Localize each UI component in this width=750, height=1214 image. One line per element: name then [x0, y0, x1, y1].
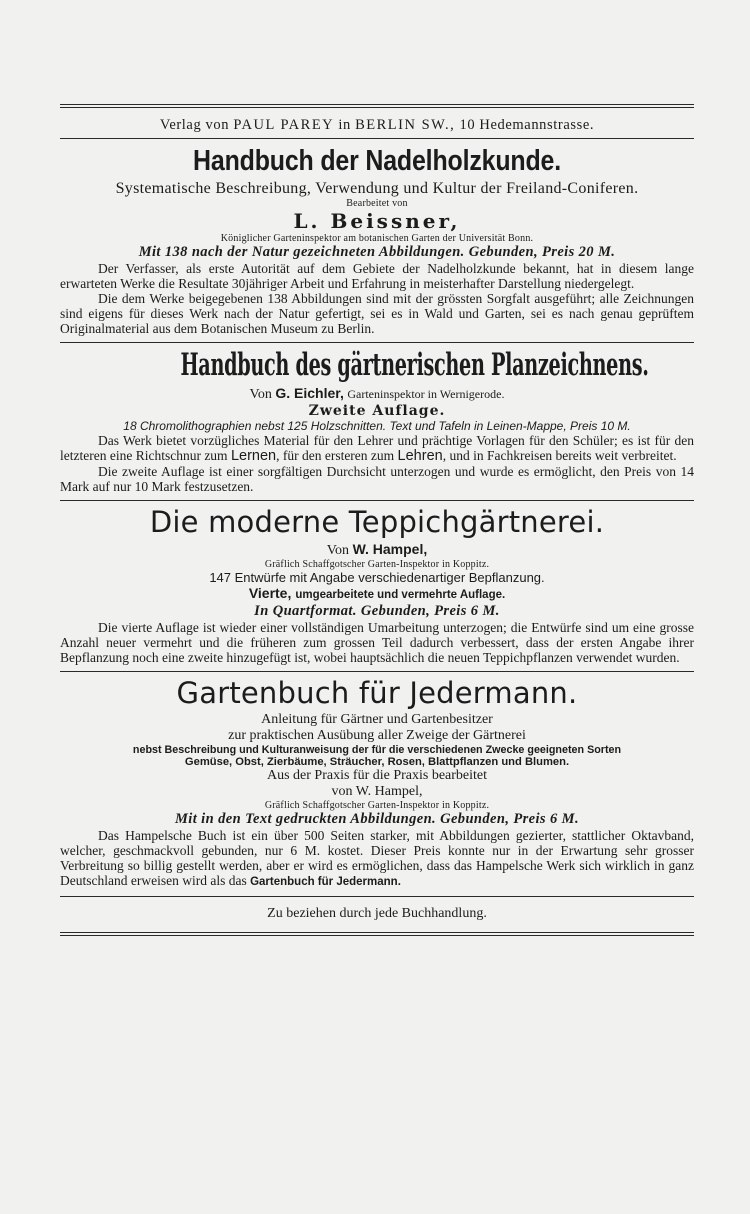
- book-1: [60, 145, 694, 342]
- book-3-detail: 147 Entwürfe mit Angabe verschiedenartiger Bepflanzung.: [209, 570, 545, 585]
- book-4-paragraph-1: Das Hampelsche Buch ist ein über 500 Seiten starker, mit Abbildungen gezierter, stattlicher Oktavband, welcher, geschmackvoll gebunden, nur 6 M. kostet. Dieser Preis konnte nur in der Erwartung sehr grosser Verbreitung so billig gestellt werden, aber er wird es ermöglichen, dass das Hampelsche Werk sich wirklich in ganz Deutschland erweisen wird als das Gartenbuch für Jedermann.: [60, 828, 694, 888]
- book-4-subtitle-2: zur praktischen Ausübung aller Zweige der Gärtnerei: [228, 728, 526, 743]
- rule-after-book-1: [60, 342, 694, 343]
- book-3-paragraph-1: Die vierte Auflage ist wieder einer vollständigen Umarbeitung unterzogen; die Entwürfe sind um eine grosse Anzahl neuer vermehrt und die früheren zum grossen Teil dadurch verbessert, dass der ersten Angabe ihrer Bepflanzung noch eine zweite hinzugefügt ist, wobei hauptsächlich die neuen Teppichpflanzen verwendet wurden.: [60, 620, 694, 665]
- book-4-price-line: Mit in den Text gedruckten Abbildungen. Gebunden, Preis 6 M.: [175, 811, 579, 827]
- book-4: [60, 676, 694, 896]
- book-3-title: Die moderne Teppichgärtnerei.: [149, 505, 605, 539]
- bottom-rule: [60, 932, 694, 933]
- top-rule: [60, 104, 694, 105]
- book-1-price-line: Mit 138 nach der Natur gezeichneten Abbildungen. Gebunden, Preis 20 M.: [138, 244, 616, 260]
- publisher-line: Verlag von PAUL PAREY in BERLIN SW., 10 Hedemannstrasse.: [159, 117, 595, 133]
- book-3-author-line: Von W. Hampel,: [326, 541, 428, 558]
- book-1-paragraph-2: Die dem Werke beigegebenen 138 Abbildungen sind mit der grössten Sorgfalt ausgeführt; alle Zeichnungen sind eigens für dieses Werk nach der Natur gefertigt, sei es in Wald und Garten, sei es nach genau geprüftem Originalmaterial aus dem Botanischen Museum zu Berlin.: [60, 291, 694, 336]
- book-2-edition: Zweite Auflage.: [308, 403, 446, 419]
- rule-after-book-2: [60, 500, 694, 501]
- book-2-paragraph-1: Das Werk bietet vorzügliches Material für den Lehrer und prächtige Vorlagen für den Schüler; es ist für den letzteren eine Richtschnur zum Lernen, für den ersteren zum Lehren, und in Fachkreisen bereits weit verbreitet.: [60, 433, 694, 464]
- book-2-paragraph-2: Die zweite Auflage ist einer sorgfältigen Durchsicht unterzogen und wurde es ermöglicht, den Preis von 14 Mark auf nur 10 Mark festzusetzen.: [60, 464, 694, 494]
- book-4-author: von W. Hampel,: [331, 784, 423, 799]
- book-3-author: W. Hampel,: [352, 541, 428, 557]
- book-4-subtitle-3: nebst Beschreibung und Kulturanweisung der für die verschiedenen Zwecke geeigneten Sorten: [132, 744, 622, 756]
- book-3: [60, 505, 694, 671]
- book-4-subtitle-4: Gemüse, Obst, Zierbäume, Sträucher, Rosen, Blattpflanzen und Blumen.: [184, 756, 570, 768]
- rule-after-book-3: [60, 671, 694, 672]
- rule-after-publisher: [60, 138, 694, 139]
- book-2-author: G. Eichler,: [275, 385, 344, 401]
- book-1-paragraph-1: Der Verfasser, als erste Autorität auf dem Gebiete der Nadelholzkunde bekannt, hat in diesem lange erwarteten Werke die Resultate 30jähriger Arbeit und Erfahrung in meisterhafter Darstellung niedergelegt.: [60, 261, 694, 291]
- book-1-title: Handbuch der Nadelholzkunde.: [193, 145, 561, 177]
- advertisement-page: [60, 104, 694, 936]
- book-1-subtitle: Systematische Beschreibung, Verwendung und Kultur der Freiland-Coniferen.: [115, 180, 639, 197]
- bottom-rule-2: [60, 935, 694, 936]
- book-1-author: L. Beissner,: [293, 209, 461, 233]
- book-4-subtitle-1: Anleitung für Gärtner und Gartenbesitzer: [261, 712, 493, 727]
- book-1-edited-by: Bearbeitet von: [346, 198, 408, 209]
- book-4-title: Gartenbuch für Jedermann.: [176, 676, 578, 710]
- book-2-author-line: Von G. Eichler, Garteninspektor in Wernigerode.: [249, 385, 505, 402]
- footer-note: Zu beziehen durch jede Buchhandlung.: [267, 906, 487, 921]
- book-2: [60, 347, 694, 500]
- book-3-edition: Vierte, umgearbeitete und vermehrte Auflage.: [248, 585, 506, 601]
- book-4-author-role: Gräflich Schaffgotscher Garten-Inspektor in Koppitz.: [264, 800, 490, 811]
- book-3-author-role: Gräflich Schaffgotscher Garten-Inspektor in Koppitz.: [264, 559, 490, 570]
- book-1-author-role: Königlicher Garteninspektor am botanischen Garten der Universität Bonn.: [220, 233, 534, 244]
- book-2-title: Handbuch des gärtnerischen Planzeichnens.: [180, 347, 649, 383]
- book-3-price-line: In Quartformat. Gebunden, Preis 6 M.: [254, 603, 500, 619]
- book-4-subtitle-5: Aus der Praxis für die Praxis bearbeitet: [266, 768, 488, 783]
- book-2-price-line: 18 Chromolithographien nebst 125 Holzschnitten. Text und Tafeln in Leinen-Mappe, Preis 10 M.: [123, 419, 631, 433]
